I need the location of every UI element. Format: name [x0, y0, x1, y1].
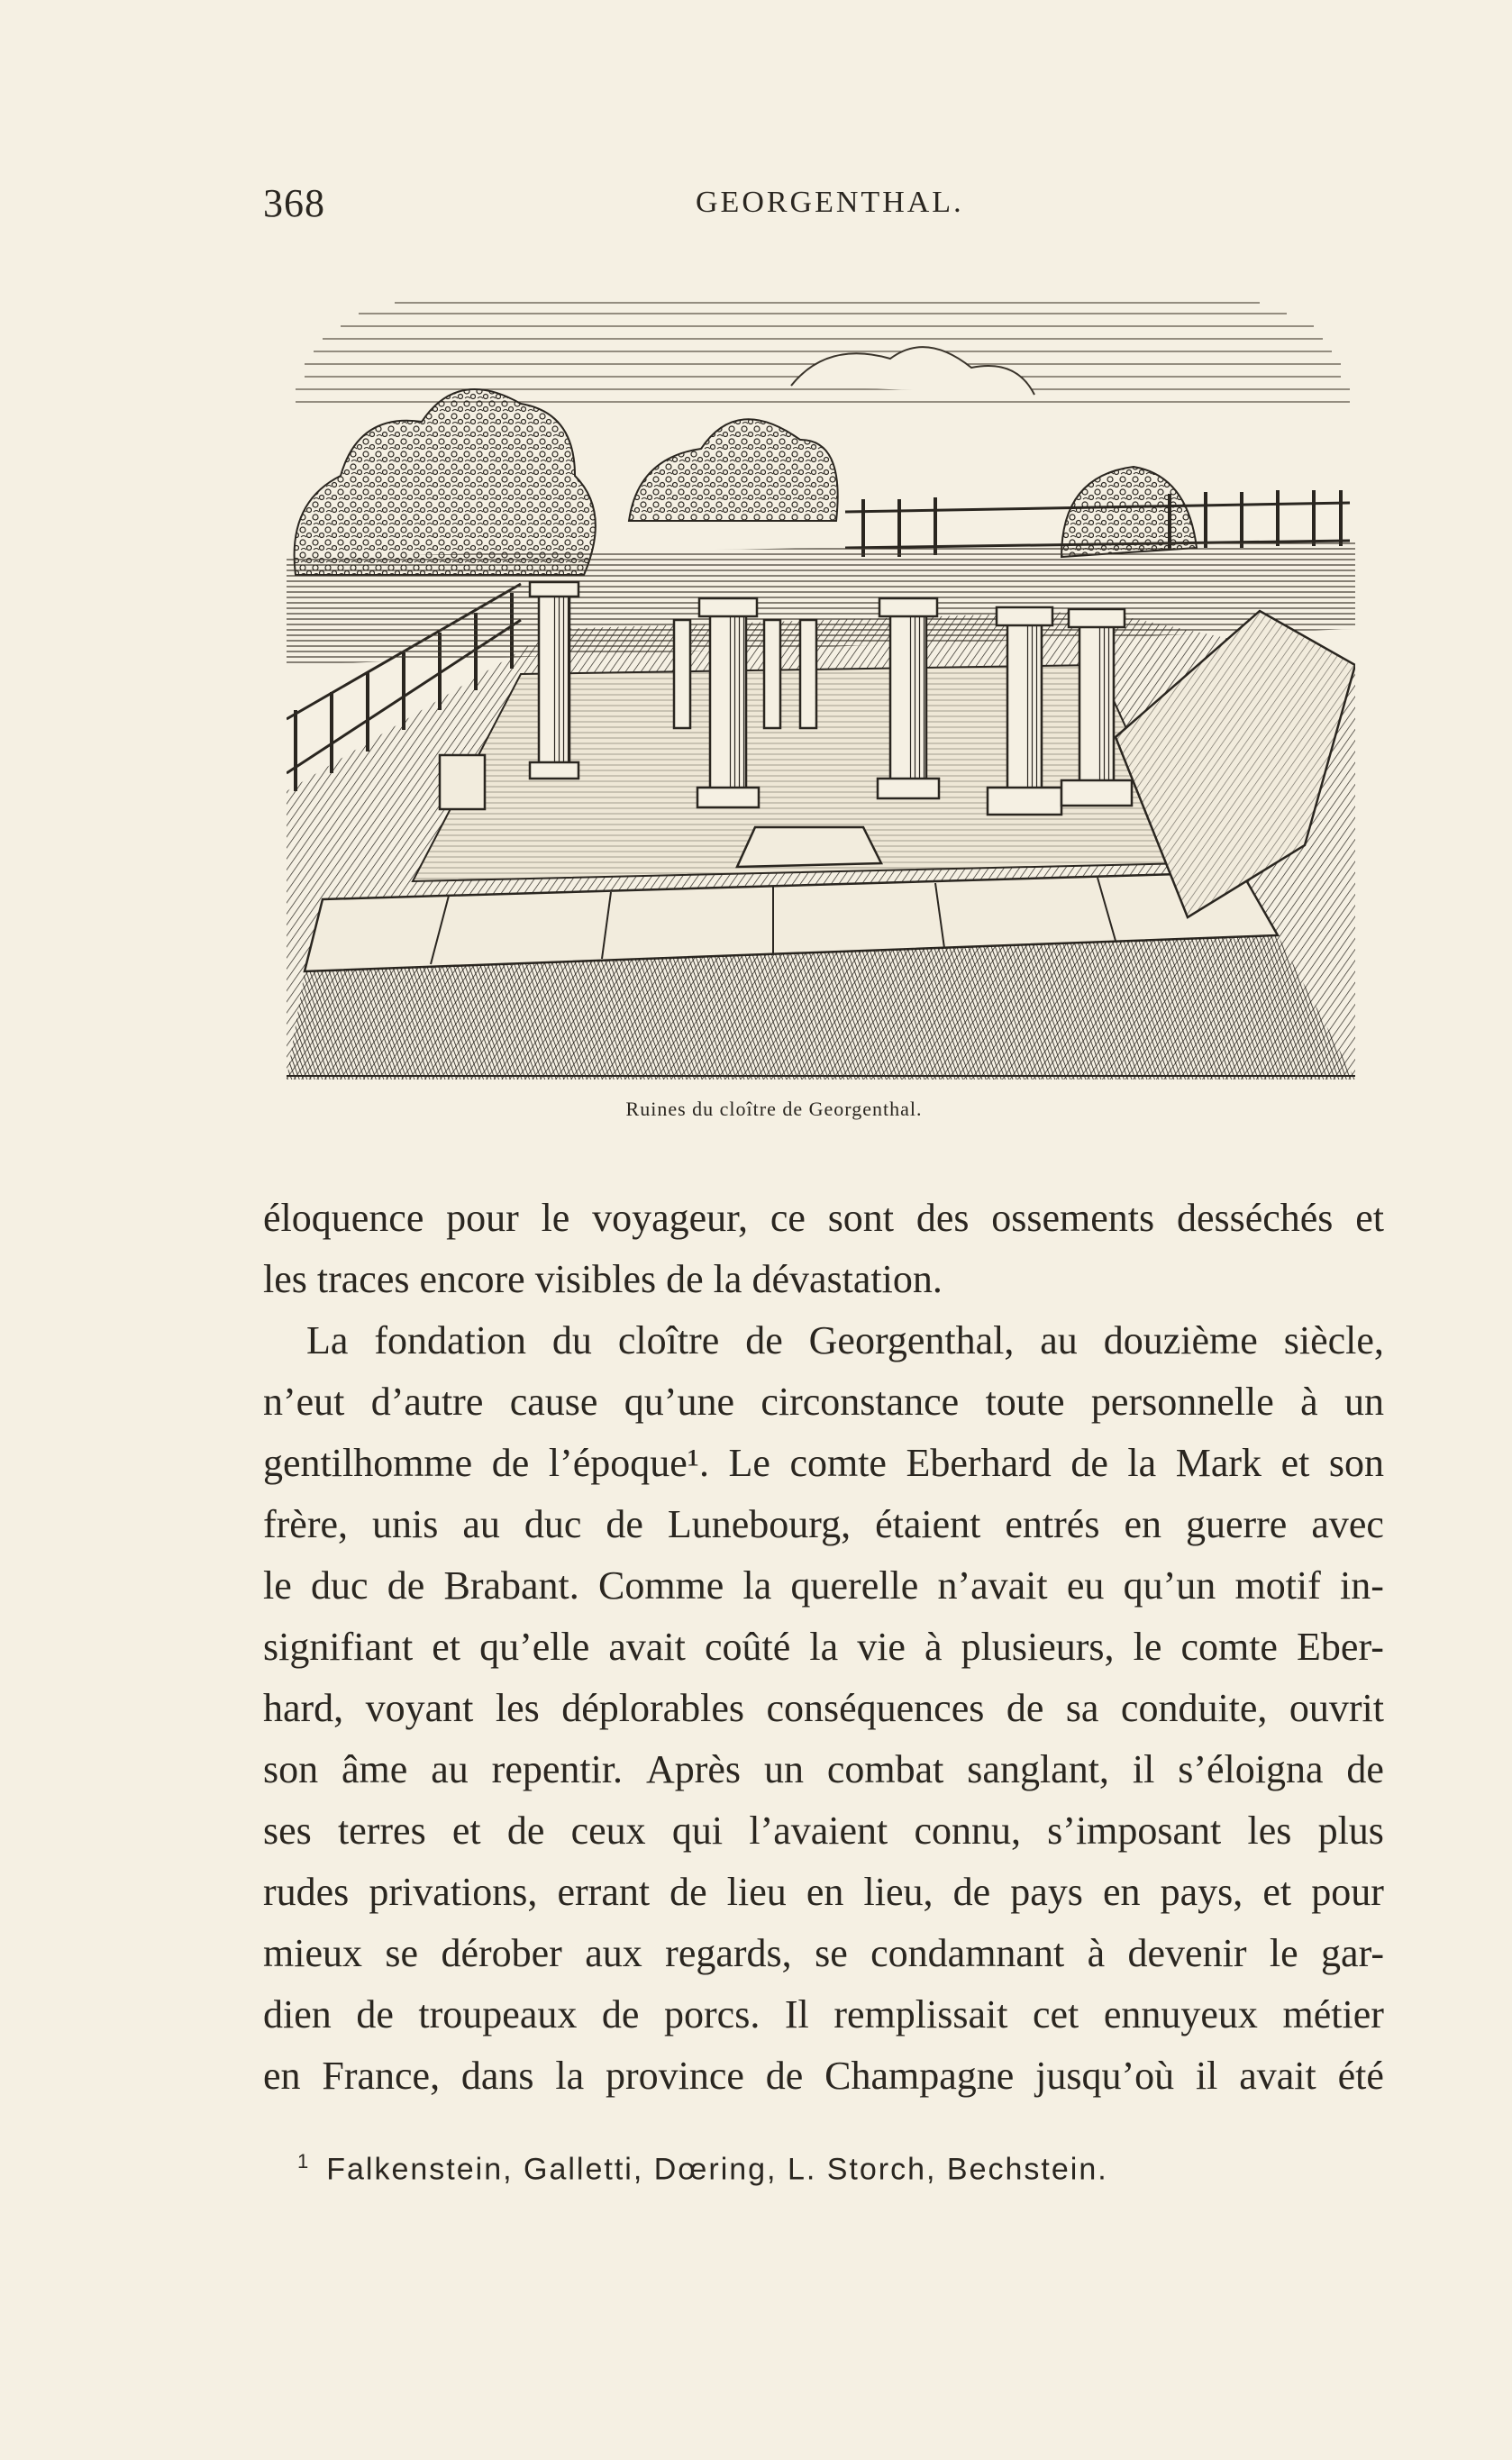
- running-head: GEORGENTHAL.: [696, 186, 964, 219]
- page-number: 368: [263, 181, 325, 225]
- body-text: [263, 1188, 1384, 2107]
- text-line: frère, unis au duc de Lunebourg, étaient entrés en guerre avec: [263, 1502, 1384, 1546]
- text-line: en France, dans la province de Champagne jusqu’où il avait été: [263, 2054, 1384, 2098]
- text-line: gentilhomme de l’époque¹. Le comte Eberhard de la Mark et son: [263, 1441, 1384, 1485]
- text-line: n’eut d’autre cause qu’une circonstance toute personnelle à un: [263, 1380, 1384, 1424]
- text-line: dien de troupeaux de porcs. Il remplissait cet ennuyeux métier: [263, 1992, 1384, 2036]
- text-line: éloquence pour le voyageur, ce sont des ossements desséchés et: [263, 1196, 1384, 1240]
- text-line: hard, voyant les déplorables conséquences de sa conduite, ouvrit: [263, 1686, 1384, 1730]
- text-line: son âme au repentir. Après un combat sanglant, il s’éloigna de: [263, 1747, 1384, 1791]
- footnote-text: Falkenstein, Galletti, Dœring, L. Storch, Bechstein.: [326, 2152, 1108, 2187]
- footnote-marker: 1: [297, 2150, 311, 2173]
- text-line: rudes privations, errant de lieu en lieu, de pays en pays, et pour: [263, 1870, 1384, 1914]
- footnote: [297, 2150, 1108, 2187]
- illustration-caption: Ruines du cloître de Georgenthal.: [625, 1098, 923, 1120]
- text-line: mieux se dérober aux regards, se condamnant à devenir le gar-: [263, 1931, 1384, 1975]
- text-line: signifiant et qu’elle avait coûté la vie à plusieurs, le comte Eber-: [263, 1625, 1384, 1669]
- text-line: le duc de Brabant. Comme la querelle n’avait eu qu’un motif in-: [263, 1563, 1384, 1608]
- text-line: ses terres et de ceux qui l’avaient connu, s’imposant les plus: [263, 1809, 1384, 1853]
- engraving-ruins-cloister-icon: [287, 287, 1355, 1080]
- text-line: les traces encore visibles de la dévastation.: [263, 1257, 943, 1301]
- text-line: La fondation du cloître de Georgenthal, au douzième siècle,: [306, 1318, 1384, 1362]
